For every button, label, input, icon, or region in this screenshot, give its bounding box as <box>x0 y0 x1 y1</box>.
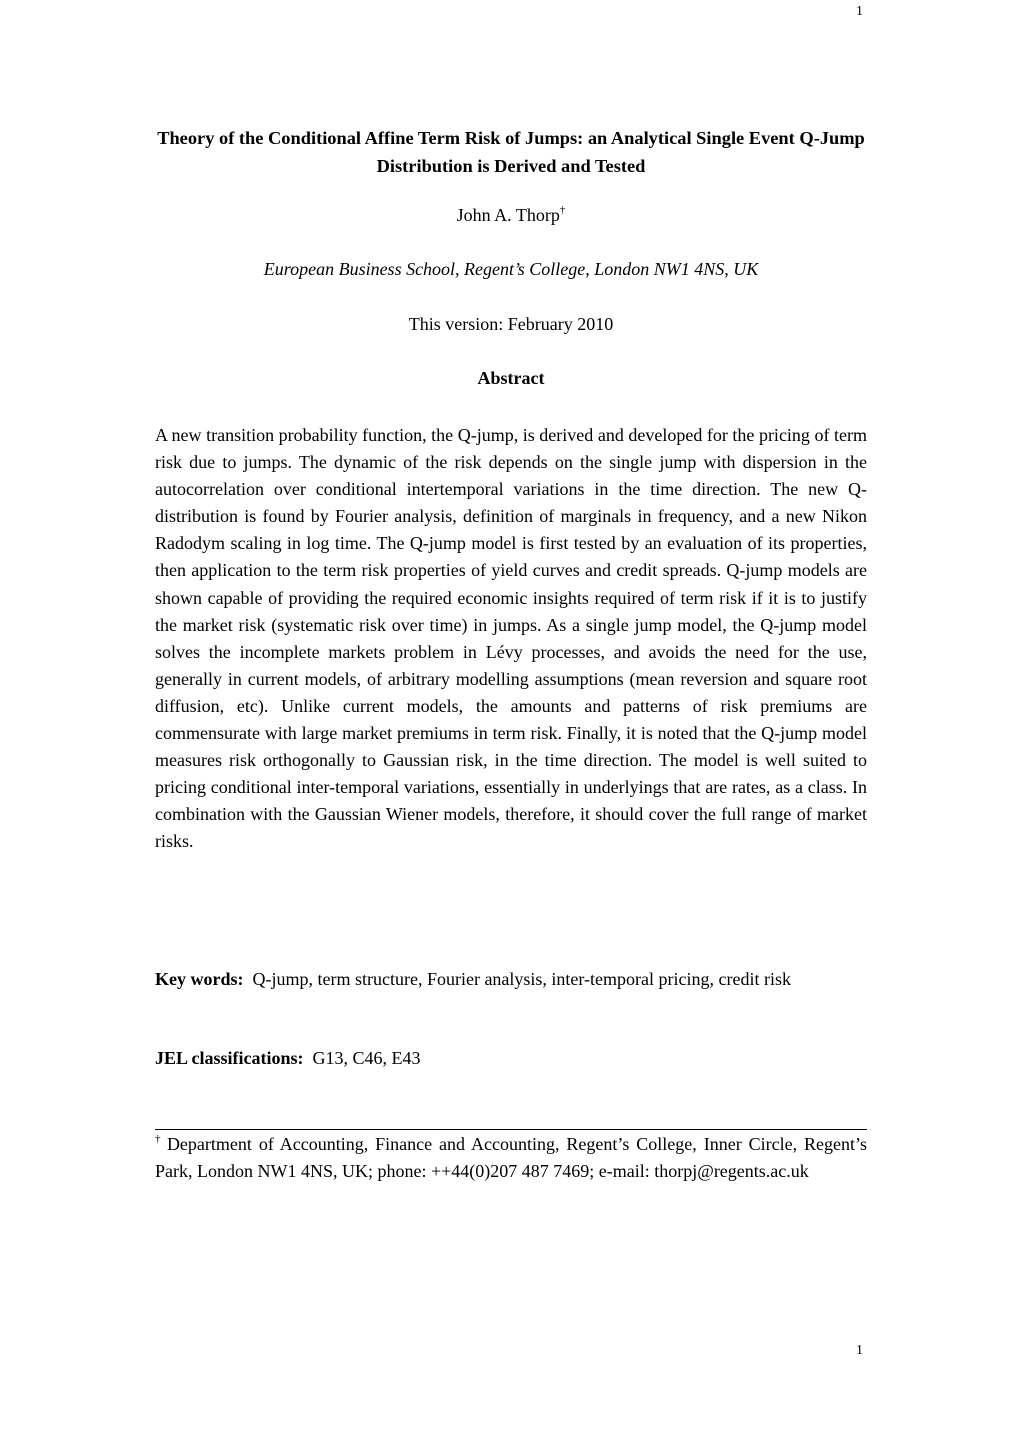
keywords-value: Q-jump, term structure, Fourier analysis, inter-temporal pricing, credit risk <box>252 969 791 989</box>
page-number-top: 1 <box>856 4 863 19</box>
abstract-body: A new transition probability function, the Q-jump, is derived and developed for the pricing of term risk due to jumps. The dynamic of the risk depends on the single jump with dispersion in the autocorrelation over conditional intertemporal variations in the time direction. The new Q-distribution is found by Fourier analysis, definition of marginals in frequency, and a new Nikon Radodym scaling in log time. The Q-jump model is first tested by an evaluation of its properties, then application to the term risk properties of yield curves and credit spreads. Q-jump models are shown capable of providing the required economic insights required of term risk if it is to justify the market risk (systematic risk over time) in jumps. As a single jump model, the Q-jump model solves the incomplete markets problem in Lévy processes, and avoids the need for the use, generally in current models, of arbitrary modelling assumptions (mean reversion and square root diffusion, etc). Unlike current models, the amounts and patterns of risk premiums are commensurate with large market premiums in term risk. Finally, it is noted that the Q-jump model measures risk orthogonally to Gaussian risk, in the time direction. The model is well suited to pricing conditional inter-temporal variations, essentially in underlyings that are rates, as a class. In combination with the Gaussian Wiener models, therefore, it should cover the full range of market risks. <box>155 425 867 852</box>
jel-value: G13, C46, E43 <box>312 1048 421 1068</box>
page-number-bottom: 1 <box>856 1343 863 1358</box>
author-line <box>155 205 867 226</box>
paper-title: Theory of the Conditional Affine Term Risk of Jumps: an Analytical Single Event Q-Jump Distribution is Derived and Tested <box>157 128 865 176</box>
version-date: This version: February 2010 <box>408 314 614 334</box>
abstract-heading: Abstract <box>477 368 545 388</box>
footnote-marker: † <box>559 204 566 216</box>
keywords <box>155 966 867 993</box>
keywords-label: Key words: <box>155 969 244 989</box>
author-name: John A. Thorp <box>456 205 560 225</box>
footnote <box>155 1131 867 1185</box>
jel-label: JEL classifications: <box>155 1048 304 1068</box>
jel-classifications <box>155 1048 867 1069</box>
footnote-text: Department of Accounting, Finance and Accounting, Regent’s College, Inner Circle, Regent’s Park, London NW1 4NS, UK; phone: ++44(0)207 487 7469; e-mail: thorpj@regents.ac.uk <box>155 1134 868 1181</box>
footnote-divider <box>155 1129 867 1130</box>
affiliation: European Business School, Regent’s College, London NW1 4NS, UK <box>263 259 759 279</box>
footnote-mark: † <box>155 1133 163 1145</box>
